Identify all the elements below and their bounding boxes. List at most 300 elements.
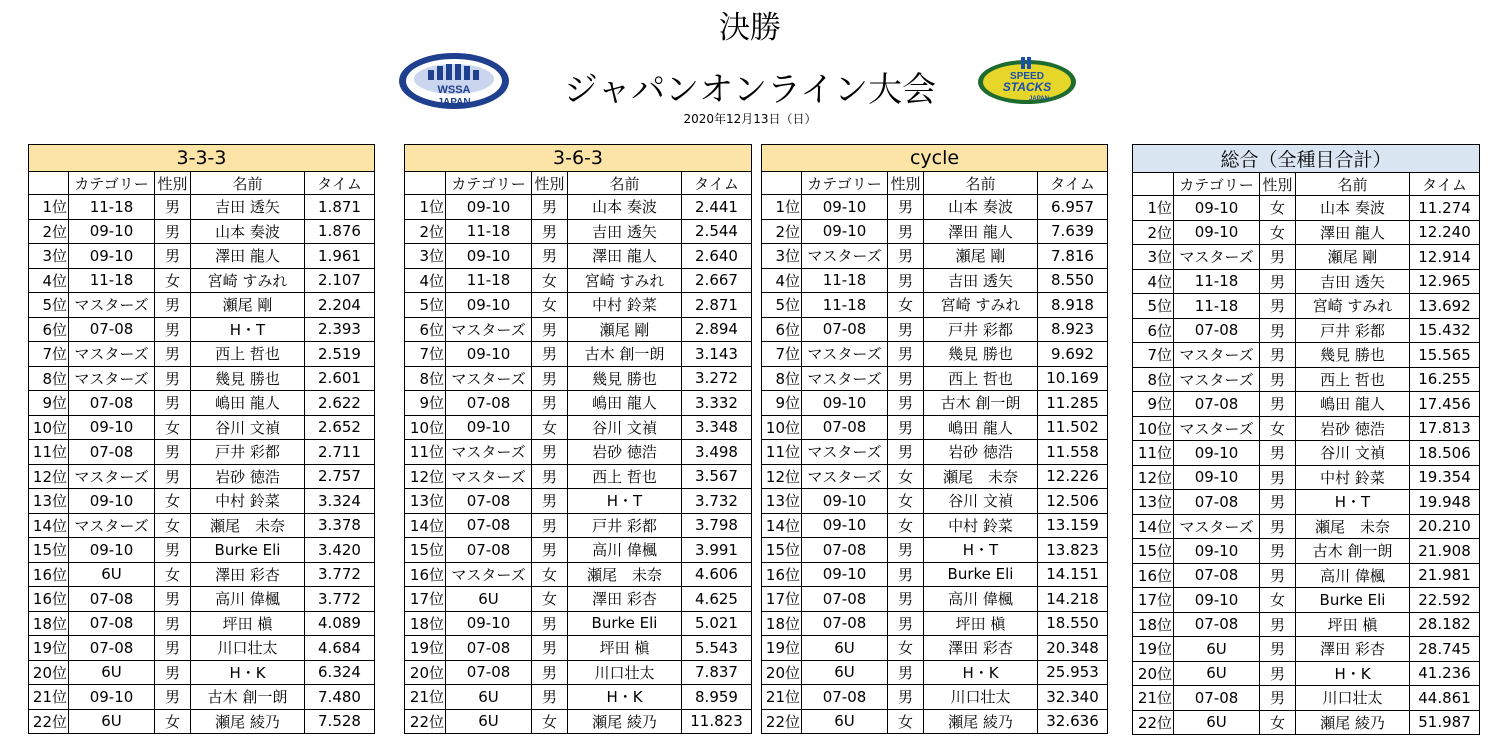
table-row (29, 489, 375, 514)
gender-cell: 男 (1260, 539, 1296, 564)
table-row (762, 685, 1108, 710)
time-cell: 7.480 (305, 685, 375, 710)
time-cell: 2.393 (305, 317, 375, 342)
gender-cell: 男 (1260, 563, 1296, 588)
name-cell: 澤田 龍人 (1296, 220, 1410, 245)
gender-cell: 女 (1260, 710, 1296, 735)
name-cell: 山本 奏波 (191, 219, 305, 244)
gender-cell: 男 (1260, 514, 1296, 539)
gender-cell: 男 (532, 440, 568, 465)
table-row (405, 489, 752, 514)
rank-cell: 15位 (29, 538, 69, 563)
category-cell: 6U (802, 660, 888, 685)
gender-cell: 男 (888, 562, 924, 587)
category-cell: マスターズ (69, 293, 155, 318)
table-row (29, 391, 375, 416)
time-cell: 21.981 (1410, 563, 1480, 588)
gender-cell: 男 (532, 464, 568, 489)
gender-cell: 女 (1260, 196, 1296, 221)
name-cell: 山本 奏波 (924, 195, 1038, 220)
category-cell: 07-08 (446, 636, 532, 661)
category-cell: 09-10 (69, 415, 155, 440)
rank-cell: 21位 (405, 685, 446, 710)
rank-cell: 5位 (29, 293, 69, 318)
time-cell: 3.498 (682, 440, 752, 465)
gender-cell: 女 (532, 268, 568, 293)
table-row (762, 562, 1108, 587)
rank-cell: 16位 (405, 562, 446, 587)
gender-cell: 男 (888, 391, 924, 416)
category-cell: 09-10 (446, 342, 532, 367)
gender-cell: 男 (155, 538, 191, 563)
time-cell: 6.324 (305, 660, 375, 685)
time-cell: 7.837 (682, 660, 752, 685)
rank-cell: 16位 (29, 587, 69, 612)
time-cell: 12.965 (1410, 269, 1480, 294)
time-cell: 44.861 (1410, 686, 1480, 711)
category-cell: 09-10 (802, 562, 888, 587)
name-cell: H・T (568, 489, 682, 514)
name-cell: 瀬尾 綾乃 (924, 709, 1038, 734)
rank-cell: 10位 (405, 415, 446, 440)
table-title: 総合（全種目合計） (1133, 145, 1480, 173)
time-cell: 25.953 (1038, 660, 1108, 685)
column-header: 名前 (568, 172, 682, 195)
category-cell: 09-10 (1174, 465, 1260, 490)
category-cell: 11-18 (802, 268, 888, 293)
rank-cell: 8位 (405, 366, 446, 391)
name-cell: H・T (924, 538, 1038, 563)
category-cell: 09-10 (1174, 220, 1260, 245)
time-cell: 7.816 (1038, 244, 1108, 269)
gender-cell: 男 (532, 317, 568, 342)
table-row (1133, 539, 1480, 564)
name-cell: H・K (568, 685, 682, 710)
category-cell: マスターズ (802, 366, 888, 391)
rank-cell: 11位 (29, 440, 69, 465)
rank-cell: 18位 (1133, 612, 1174, 637)
category-cell: 07-08 (1174, 318, 1260, 343)
category-cell: マスターズ (1174, 245, 1260, 270)
column-header: カテゴリー (802, 172, 888, 195)
table-row (29, 538, 375, 563)
rank-cell: 16位 (29, 562, 69, 587)
time-cell: 19.354 (1410, 465, 1480, 490)
gender-cell: 男 (155, 464, 191, 489)
header-blank-cell (405, 172, 446, 195)
name-cell: 古木 創一朗 (924, 391, 1038, 416)
category-cell: マスターズ (446, 464, 532, 489)
gender-cell: 男 (1260, 465, 1296, 490)
rank-cell: 9位 (762, 391, 802, 416)
table-row (1133, 367, 1480, 392)
gender-cell: 女 (155, 268, 191, 293)
time-cell: 3.772 (305, 562, 375, 587)
category-cell: 11-18 (1174, 269, 1260, 294)
time-cell: 6.957 (1038, 195, 1108, 220)
gender-cell: 男 (532, 636, 568, 661)
rank-cell: 21位 (29, 685, 69, 710)
column-header: カテゴリー (1174, 173, 1260, 196)
name-cell: 高川 偉楓 (924, 587, 1038, 612)
gender-cell: 男 (532, 538, 568, 563)
gender-cell: 男 (155, 391, 191, 416)
gender-cell: 男 (1260, 661, 1296, 686)
gender-cell: 女 (155, 709, 191, 734)
rank-cell: 14位 (29, 513, 69, 538)
gender-cell: 男 (1260, 294, 1296, 319)
category-cell: 11-18 (446, 219, 532, 244)
table-row (762, 244, 1108, 269)
name-cell: 瀬尾 剛 (924, 244, 1038, 269)
gender-cell: 女 (155, 489, 191, 514)
time-cell: 18.506 (1410, 441, 1480, 466)
svg-text:SPEED: SPEED (1010, 71, 1044, 82)
rank-cell: 15位 (762, 538, 802, 563)
category-cell: 07-08 (69, 587, 155, 612)
time-cell: 14.218 (1038, 587, 1108, 612)
category-cell: 09-10 (1174, 196, 1260, 221)
time-cell: 20.210 (1410, 514, 1480, 539)
ranking-table (761, 144, 1108, 734)
gender-cell: 男 (888, 195, 924, 220)
column-header: タイム (305, 172, 375, 195)
gender-cell: 男 (155, 611, 191, 636)
time-cell: 2.652 (305, 415, 375, 440)
wssa-japan-logo (398, 52, 510, 110)
time-cell: 4.606 (682, 562, 752, 587)
name-cell: H・K (1296, 661, 1410, 686)
table-row (1133, 637, 1480, 662)
time-cell: 32.340 (1038, 685, 1108, 710)
rank-cell: 2位 (29, 219, 69, 244)
gender-cell: 男 (532, 611, 568, 636)
category-cell: 07-08 (446, 538, 532, 563)
time-cell: 19.948 (1410, 490, 1480, 515)
name-cell: 西上 哲也 (191, 342, 305, 367)
table-row (29, 317, 375, 342)
name-cell: 谷川 文禎 (924, 489, 1038, 514)
gender-cell: 男 (532, 489, 568, 514)
table-row (29, 366, 375, 391)
name-cell: 高川 偉楓 (568, 538, 682, 563)
time-cell: 28.182 (1410, 612, 1480, 637)
time-cell: 2.441 (682, 195, 752, 220)
rank-cell: 1位 (1133, 196, 1174, 221)
category-cell: マスターズ (1174, 367, 1260, 392)
name-cell: 中村 鈴菜 (568, 293, 682, 318)
rank-cell: 22位 (405, 709, 446, 734)
time-cell: 5.543 (682, 636, 752, 661)
table-row (1133, 441, 1480, 466)
gender-cell: 男 (532, 660, 568, 685)
gender-cell: 男 (155, 636, 191, 661)
rank-cell: 3位 (29, 244, 69, 269)
rank-cell: 12位 (1133, 465, 1174, 490)
table-row (762, 366, 1108, 391)
category-cell: 07-08 (69, 391, 155, 416)
rank-cell: 17位 (405, 587, 446, 612)
table-row (1133, 220, 1480, 245)
speed-stacks-logo (977, 55, 1077, 105)
table-row (762, 293, 1108, 318)
table-row (405, 587, 752, 612)
name-cell: H・K (191, 660, 305, 685)
category-cell: 09-10 (446, 611, 532, 636)
table-row (29, 415, 375, 440)
table-row (1133, 563, 1480, 588)
table-row (405, 317, 752, 342)
table-row (29, 587, 375, 612)
category-cell: 09-10 (446, 195, 532, 220)
table-row (29, 709, 375, 734)
name-cell: 西上 哲也 (1296, 367, 1410, 392)
time-cell: 12.914 (1410, 245, 1480, 270)
name-cell: 戸井 彩都 (568, 513, 682, 538)
gender-cell: 男 (888, 415, 924, 440)
page-subtitle: ジャパンオンライン大会 (563, 70, 937, 110)
name-cell: 山本 奏波 (568, 195, 682, 220)
category-cell: 09-10 (802, 513, 888, 538)
category-cell: マスターズ (69, 366, 155, 391)
table-row (29, 195, 375, 220)
table-row (29, 562, 375, 587)
category-cell: 09-10 (802, 195, 888, 220)
time-cell: 3.732 (682, 489, 752, 514)
time-cell: 3.332 (682, 391, 752, 416)
category-cell: 09-10 (1174, 441, 1260, 466)
rank-cell: 17位 (1133, 588, 1174, 613)
table-title: 3-6-3 (405, 145, 752, 172)
gender-cell: 男 (532, 366, 568, 391)
time-cell: 7.528 (305, 709, 375, 734)
table-row (1133, 416, 1480, 441)
rank-cell: 9位 (1133, 392, 1174, 417)
name-cell: 宮崎 すみれ (191, 268, 305, 293)
rank-cell: 18位 (762, 611, 802, 636)
name-cell: 西上 哲也 (568, 464, 682, 489)
gender-cell: 男 (1260, 637, 1296, 662)
time-cell: 13.159 (1038, 513, 1108, 538)
gender-cell: 女 (888, 464, 924, 489)
rank-cell: 17位 (762, 587, 802, 612)
category-cell: 09-10 (802, 391, 888, 416)
rank-cell: 8位 (1133, 367, 1174, 392)
time-cell: 3.772 (305, 587, 375, 612)
table-row (1133, 710, 1480, 735)
svg-text:JAPAN: JAPAN (1029, 96, 1049, 102)
category-cell: マスターズ (1174, 343, 1260, 368)
rank-cell: 19位 (405, 636, 446, 661)
time-cell: 2.894 (682, 317, 752, 342)
name-cell: 嶋田 龍人 (924, 415, 1038, 440)
column-header: 性別 (888, 172, 924, 195)
time-cell: 51.987 (1410, 710, 1480, 735)
gender-cell: 男 (1260, 245, 1296, 270)
name-cell: 宮崎 すみれ (568, 268, 682, 293)
table-row (1133, 318, 1480, 343)
category-cell: 11-18 (802, 293, 888, 318)
category-cell: 07-08 (446, 660, 532, 685)
rank-cell: 14位 (762, 513, 802, 538)
table-row (29, 440, 375, 465)
category-cell: マスターズ (446, 440, 532, 465)
rank-cell: 13位 (1133, 490, 1174, 515)
rank-cell: 5位 (405, 293, 446, 318)
time-cell: 4.684 (305, 636, 375, 661)
name-cell: 西上 哲也 (924, 366, 1038, 391)
gender-cell: 女 (532, 562, 568, 587)
name-cell: 澤田 彩杏 (1296, 637, 1410, 662)
category-cell: 11-18 (69, 195, 155, 220)
category-cell: 09-10 (802, 489, 888, 514)
table-title: cycle (762, 145, 1108, 172)
table-row (762, 317, 1108, 342)
table-row (405, 219, 752, 244)
name-cell: Burke Eli (191, 538, 305, 563)
time-cell: 32.636 (1038, 709, 1108, 734)
name-cell: 瀬尾 綾乃 (568, 709, 682, 734)
rank-cell: 12位 (405, 464, 446, 489)
header-blank-cell (29, 172, 69, 195)
table-row (405, 244, 752, 269)
name-cell: Burke Eli (568, 611, 682, 636)
name-cell: 澤田 彩杏 (568, 587, 682, 612)
table-row (762, 464, 1108, 489)
category-cell: 6U (446, 685, 532, 710)
name-cell: 宮崎 すみれ (1296, 294, 1410, 319)
time-cell: 1.871 (305, 195, 375, 220)
category-cell: 07-08 (802, 587, 888, 612)
name-cell: 吉田 透矢 (1296, 269, 1410, 294)
gender-cell: 男 (888, 440, 924, 465)
name-cell: 瀬尾 未奈 (924, 464, 1038, 489)
column-header: 性別 (532, 172, 568, 195)
time-cell: 15.432 (1410, 318, 1480, 343)
name-cell: 吉田 透矢 (568, 219, 682, 244)
category-cell: 07-08 (446, 489, 532, 514)
rank-cell: 6位 (405, 317, 446, 342)
table-row (29, 611, 375, 636)
category-cell: 6U (69, 709, 155, 734)
category-cell: マスターズ (69, 464, 155, 489)
name-cell: 中村 鈴菜 (191, 489, 305, 514)
table-row (762, 611, 1108, 636)
gender-cell: 女 (888, 636, 924, 661)
name-cell: 嶋田 龍人 (191, 391, 305, 416)
name-cell: 瀬尾 剛 (1296, 245, 1410, 270)
rank-cell: 8位 (29, 366, 69, 391)
table-row (762, 391, 1108, 416)
column-header: 名前 (924, 172, 1038, 195)
time-cell: 11.502 (1038, 415, 1108, 440)
name-cell: 瀬尾 綾乃 (191, 709, 305, 734)
time-cell: 2.757 (305, 464, 375, 489)
gender-cell: 男 (532, 685, 568, 710)
table-row (762, 538, 1108, 563)
name-cell: 澤田 彩杏 (924, 636, 1038, 661)
time-cell: 3.420 (305, 538, 375, 563)
rank-cell: 4位 (1133, 269, 1174, 294)
category-cell: 07-08 (802, 317, 888, 342)
table-row (1133, 588, 1480, 613)
name-cell: 嶋田 龍人 (568, 391, 682, 416)
column-header: 名前 (1296, 173, 1410, 196)
table-row (29, 244, 375, 269)
svg-text:WSSA: WSSA (437, 84, 471, 96)
svg-text:JAPAN: JAPAN (437, 97, 471, 108)
svg-text:STACKS: STACKS (1002, 80, 1052, 94)
event-date: 2020年12月13日（日） (683, 112, 817, 126)
gender-cell: 男 (532, 219, 568, 244)
rank-cell: 7位 (405, 342, 446, 367)
rank-cell: 10位 (1133, 416, 1174, 441)
table-row (29, 636, 375, 661)
gender-cell: 男 (1260, 367, 1296, 392)
time-cell: 17.456 (1410, 392, 1480, 417)
gender-cell: 男 (888, 268, 924, 293)
rank-cell: 22位 (29, 709, 69, 734)
category-cell: マスターズ (446, 317, 532, 342)
time-cell: 21.908 (1410, 539, 1480, 564)
table-row (405, 464, 752, 489)
name-cell: 山本 奏波 (1296, 196, 1410, 221)
rank-cell: 9位 (29, 391, 69, 416)
time-cell: 18.550 (1038, 611, 1108, 636)
rank-cell: 12位 (762, 464, 802, 489)
time-cell: 2.601 (305, 366, 375, 391)
table-row (1133, 294, 1480, 319)
category-cell: 07-08 (802, 611, 888, 636)
table-row (762, 636, 1108, 661)
name-cell: 古木 創一朗 (568, 342, 682, 367)
name-cell: 岩砂 徳浩 (1296, 416, 1410, 441)
name-cell: 川口壮太 (568, 660, 682, 685)
name-cell: 澤田 龍人 (924, 219, 1038, 244)
gender-cell: 男 (155, 293, 191, 318)
name-cell: 岩砂 徳浩 (568, 440, 682, 465)
name-cell: 谷川 文禎 (568, 415, 682, 440)
rank-cell: 1位 (405, 195, 446, 220)
category-cell: マスターズ (1174, 416, 1260, 441)
table-row (762, 342, 1108, 367)
gender-cell: 男 (155, 685, 191, 710)
rank-cell: 14位 (1133, 514, 1174, 539)
rank-cell: 5位 (1133, 294, 1174, 319)
gender-cell: 男 (888, 685, 924, 710)
category-cell: マスターズ (802, 464, 888, 489)
gender-cell: 女 (155, 513, 191, 538)
time-cell: 10.169 (1038, 366, 1108, 391)
name-cell: 戸井 彩都 (1296, 318, 1410, 343)
table-row (29, 685, 375, 710)
category-cell: 09-10 (1174, 588, 1260, 613)
gender-cell: 女 (888, 513, 924, 538)
category-cell: 07-08 (69, 440, 155, 465)
time-cell: 13.692 (1410, 294, 1480, 319)
gender-cell: 女 (1260, 220, 1296, 245)
gender-cell: 女 (1260, 416, 1296, 441)
gender-cell: 女 (888, 709, 924, 734)
time-cell: 3.272 (682, 366, 752, 391)
rank-cell: 9位 (405, 391, 446, 416)
rank-cell: 12位 (29, 464, 69, 489)
category-cell: 11-18 (1174, 294, 1260, 319)
time-cell: 11.558 (1038, 440, 1108, 465)
rank-cell: 5位 (762, 293, 802, 318)
rank-cell: 4位 (29, 268, 69, 293)
name-cell: 瀬尾 剛 (191, 293, 305, 318)
